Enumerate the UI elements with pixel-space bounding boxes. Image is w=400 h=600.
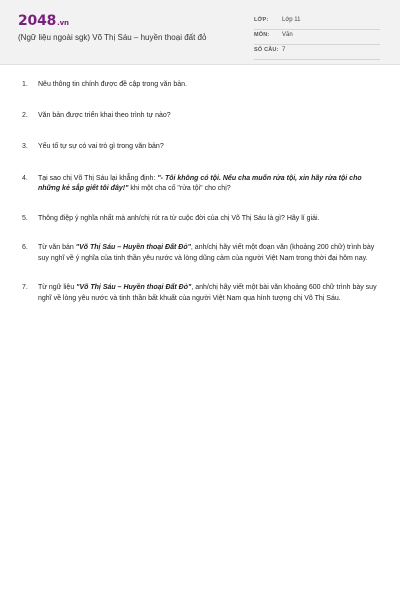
meta-question-count-field — [254, 44, 380, 60]
class-value: Lớp 11 — [282, 17, 301, 23]
question-item — [22, 243, 382, 264]
site-logo[interactable] — [18, 13, 69, 29]
question-text-after: , anh/chị hãy viết một bài văn khoảng 600 chữ trình bày suy nghĩ về lòng yêu nước và tinh thần bất khuất của người Việt Nam qua hình tượng chị Võ Thị Sáu. — [38, 284, 377, 302]
question-item — [22, 214, 382, 225]
question-text: Văn bản được triển khai theo trình tự nào? — [38, 111, 171, 119]
question-count-value: 7 — [282, 47, 286, 53]
question-text: Nêu thông tin chính được đề cập trong văn bản. — [38, 81, 187, 88]
class-label: LỚP: — [254, 17, 269, 23]
question-count-label: SỐ CÂU: — [254, 47, 279, 53]
question-number: 1. — [22, 81, 28, 88]
question-item — [22, 174, 382, 195]
question-text-before: Từ ngữ liệu — [38, 284, 77, 291]
question-number: 2. — [22, 111, 28, 119]
logo-main-text: 2048 — [18, 13, 57, 29]
question-text-after: , anh/chị hãy viết một đoạn văn (khoảng 200 chữ) trình bày suy nghĩ về ý nghĩa của tinh thần yêu nước và lòng dũng cảm của người Việt Nam trong thời đại hôm nay. — [38, 244, 375, 262]
subject-value: Văn — [282, 32, 293, 38]
question-text-before: Từ văn bản — [38, 244, 76, 251]
question-number: 4. — [22, 174, 28, 182]
question-item — [22, 80, 382, 91]
question-text: Yếu tố tự sự có vai trò gì trong văn bản? — [38, 143, 164, 150]
question-text: Thông điệp ý nghĩa nhất mà anh/chị rút ra từ cuộc đời của chị Võ Thị Sáu là gì? Hãy lí giải. — [38, 214, 320, 222]
meta-subject-field — [254, 29, 380, 45]
question-text-after: khi một cha cố "rửa tội" cho chị? — [128, 185, 231, 192]
document-title: (Ngữ liệu ngoài sgk) Võ Thị Sáu – huyền thoại đất đỏ — [18, 33, 207, 42]
question-number: 6. — [22, 244, 28, 251]
question-item — [22, 142, 382, 153]
question-quote: "Võ Thị Sáu – Huyền thoại Đất Đỏ" — [76, 284, 192, 291]
question-quote: "Võ Thị Sáu – Huyền thoại Đất Đỏ" — [75, 244, 191, 251]
question-quote: "- Tôi không có tội. Nếu cha muốn rửa tội, xin hãy rửa tội cho những kẻ sắp giết tôi đây!" — [38, 174, 362, 192]
question-list — [22, 78, 382, 304]
meta-class-field — [254, 14, 380, 30]
question-item — [22, 111, 382, 122]
worksheet-header — [0, 0, 400, 65]
question-item — [22, 283, 382, 304]
question-number: 7. — [22, 284, 28, 291]
question-number: 3. — [22, 143, 28, 150]
subject-label: MÔN: — [254, 32, 270, 38]
logo-suffix-text: .vn — [57, 19, 69, 27]
question-number: 5. — [22, 214, 28, 222]
question-text-before: Tại sao chị Võ Thị Sáu lại khẳng định: — [38, 174, 158, 182]
